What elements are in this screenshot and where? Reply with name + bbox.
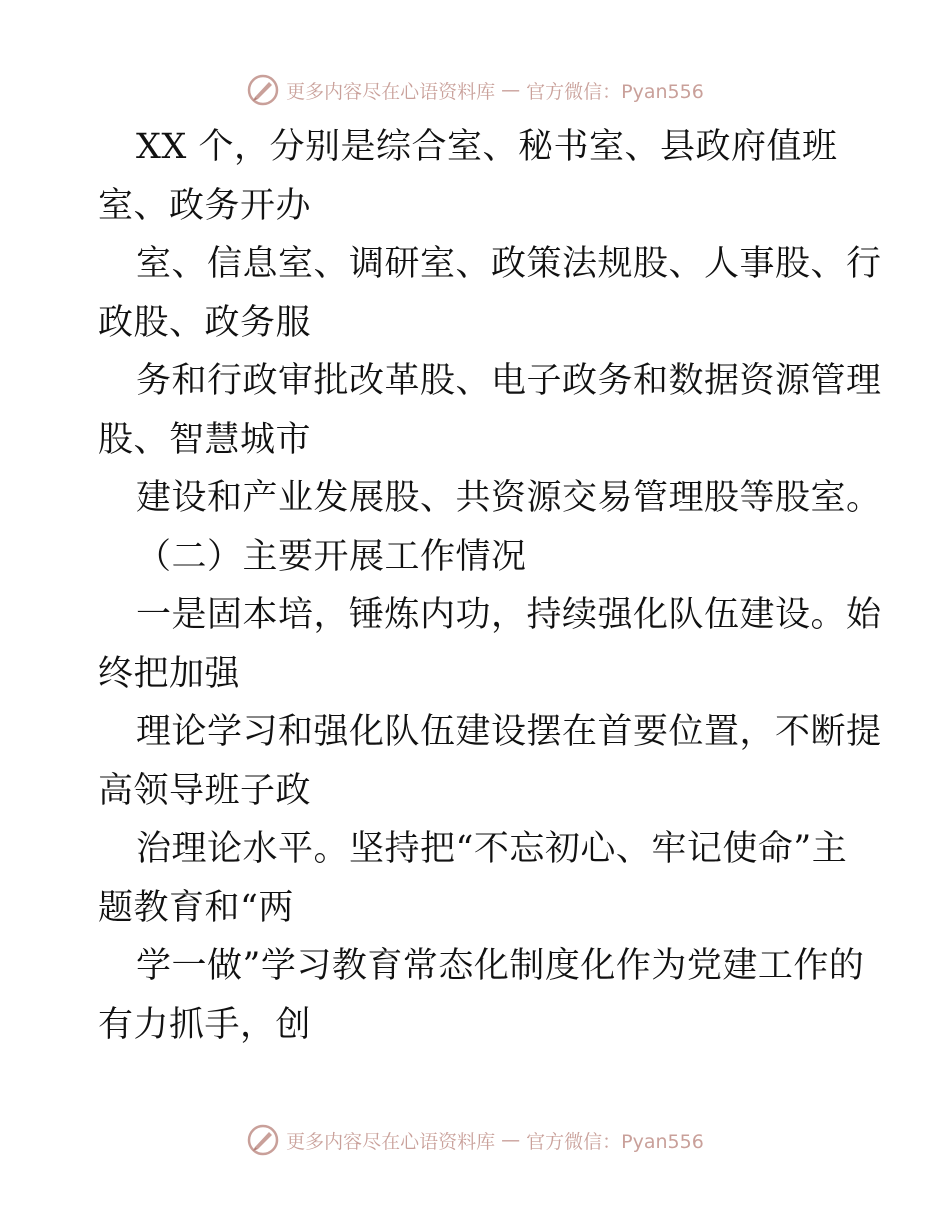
watermark-contact: 官方微信：Pyan556 — [526, 80, 704, 103]
header-watermark — [0, 70, 950, 110]
text-line-7: 建设和产业发展股、共资源交易管理股等股室。 — [136, 478, 882, 518]
watermark-text: 更多内容尽在心语资料库 — [286, 80, 496, 103]
text-line-1: XX 个，分别是综合室、秘书室、县政府值班 — [136, 127, 838, 167]
text-line-4: 政股、政务服 — [98, 302, 312, 343]
quill-pen-logo-icon — [246, 1123, 280, 1157]
footer-watermark — [0, 1120, 950, 1160]
text-line-2: 室、政务开办 — [98, 185, 312, 226]
text-line-6: 股、智慧城市 — [98, 419, 312, 460]
text-line-9: 一是固本培，锤炼内功，持续强化队伍建设。始 — [136, 595, 882, 635]
text-line-12: 高领导班子政 — [98, 770, 312, 811]
watermark-separator: — — [501, 1129, 521, 1151]
text-line-16: 有力抓手，创 — [98, 1004, 312, 1045]
text-line-11: 理论学习和强化队伍建设摆在首要位置，不断提 — [136, 712, 882, 752]
quill-pen-logo-icon — [246, 73, 280, 107]
text-line-5: 务和行政审批改革股、电子政务和数据资源管理 — [136, 361, 882, 401]
text-line-14: 题教育和“两 — [98, 887, 294, 928]
text-line-15: 学一做”学习教育常态化制度化作为党建工作的 — [136, 946, 865, 986]
watermark-text: 更多内容尽在心语资料库 — [286, 1130, 496, 1153]
section-heading: （二）主要开展工作情况 — [136, 536, 527, 577]
watermark-contact: 官方微信：Pyan556 — [526, 1130, 704, 1153]
text-line-13: 治理论水平。坚持把“不忘初心、牢记使命”主 — [136, 829, 848, 869]
document-body — [98, 118, 882, 1054]
text-line-10: 终把加强 — [98, 653, 241, 694]
watermark-separator: — — [501, 79, 521, 101]
text-line-3: 室、信息室、调研室、政策法规股、人事股、行 — [136, 244, 882, 284]
